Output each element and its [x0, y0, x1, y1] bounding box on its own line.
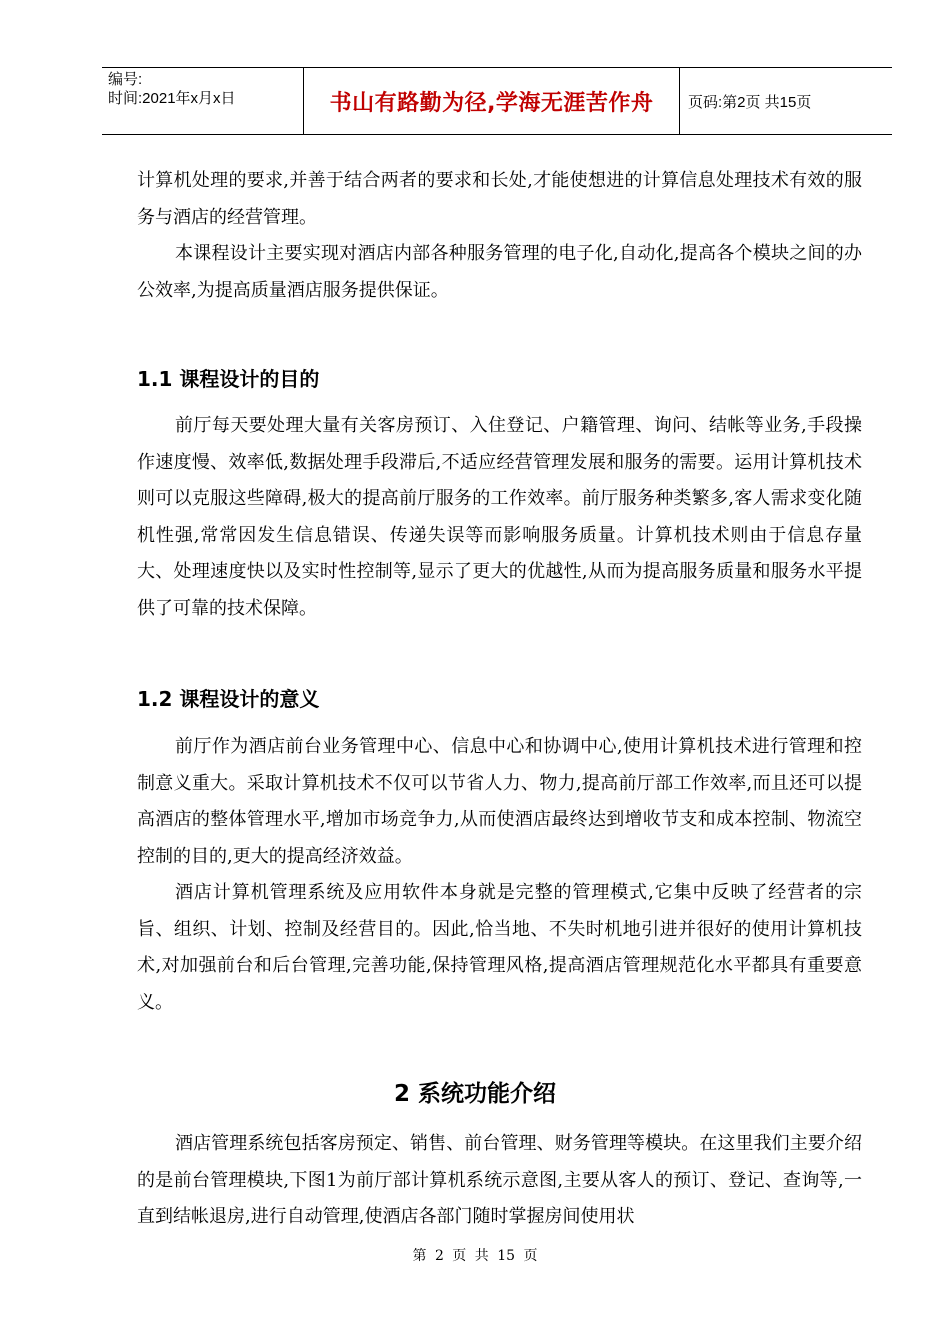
- section-2-heading: 2 系统功能介绍: [393, 1081, 556, 1107]
- header-meta: [102, 68, 304, 134]
- header-motto: 书山有路勤为径,学海无涯苦作舟: [304, 68, 680, 134]
- section-1-2-paragraph-1: 前厅作为酒店前台业务管理中心、信息中心和协调中心,使用计算机技术进行管理和控制意义重大。采取计算机技术不仅可以节省人力、物力,提高前厅部工作效率,而且还可以提高酒店的整体管理水平,增加市场竞争力,从而使酒店最终达到增收节支和成本控制、物流空控制的目的,更大的提高经济效益。: [137, 736, 862, 867]
- page-footer: 第 2 页 共 15 页: [412, 1248, 538, 1264]
- header-page-info: 页码:第2页 共15页: [688, 93, 812, 111]
- document-date: 时间:2021年x月x日: [108, 90, 236, 107]
- section-1-2-paragraph-2: 酒店计算机管理系统及应用软件本身就是完整的管理模式,它集中反映了经营者的宗旨、组织、计划、控制及经营目的。因此,恰当地、不失时机地引进并很好的使用计算机技术,对加强前台和后台管理,完善功能,保持管理风格,提高酒店管理规范化水平都具有重要意义。: [137, 882, 862, 1013]
- section-1-1-paragraph: 前厅每天要处理大量有关客房预订、入住登记、户籍管理、询问、结帐等业务,手段操作速度慢、效率低,数据处理手段滞后,不适应经营管理发展和服务的需要。运用计算机技术则可以克服这些障碍,极大的提高前厅服务的工作效率。前厅服务种类繁多,客人需求变化随机性强,常常因发生信息错误、传递失误等而影响服务质量。计算机技术则由于信息存量大、处理速度快以及实时性控制等,显示了更大的优越性,从而为提高服务质量和服务水平提供了可靠的技术保障。: [137, 415, 862, 619]
- section-2-paragraph: 酒店管理系统包括客房预定、销售、前台管理、财务管理等模块。在这里我们主要介绍的是前台管理模块,下图1为前厅部计算机系统示意图,主要从客人的预订、登记、查询等,一直到结帐退房,进行自动管理,使酒店各部门随时掌握房间使用状: [137, 1133, 862, 1227]
- intro-paragraph-2: 本课程设计主要实现对酒店内部各种服务管理的电子化,自动化,提高各个模块之间的办公效率,为提高质量酒店服务提供保证。: [137, 243, 862, 301]
- page-header: [102, 67, 892, 135]
- document-number-label: 编号:: [108, 71, 143, 88]
- section-1-2-heading: 1.2 课程设计的意义: [137, 687, 320, 711]
- intro-paragraph-1: 计算机处理的要求,并善于结合两者的要求和长处,才能使想进的计算信息处理技术有效的服务与酒店的经营管理。: [137, 170, 862, 228]
- section-1-1-heading: 1.1 课程设计的目的: [137, 367, 320, 391]
